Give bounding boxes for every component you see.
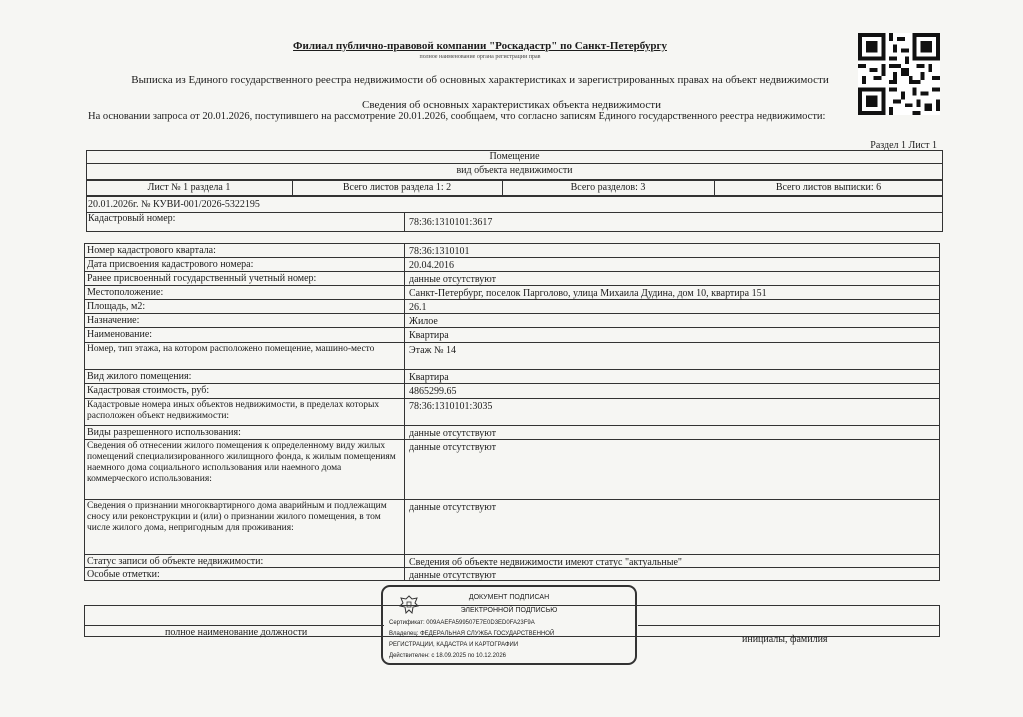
- stamp-certificate: Сертификат: 009AAEFA599507E7E0D3ED0FA23F9A: [389, 620, 535, 626]
- sheet-number: Лист № 1 раздела 1: [147, 182, 231, 193]
- row-label: Кадастровые номера иных объектов недвижимости, в пределах которых расположен объект недвижимости:: [87, 400, 380, 421]
- row-label: Виды разрешенного использования:: [87, 427, 241, 438]
- qr-code-icon: [858, 33, 940, 115]
- row-divider: [84, 257, 940, 258]
- row-divider: [84, 271, 940, 272]
- stamp-owner-2: РЕГИСТРАЦИИ, КАДАСТРА И КАРТОГРАФИИ: [389, 642, 519, 648]
- row-value: Санкт-Петербург, поселок Парголово, улица Михаила Дудина, дом 10, квартира 151: [409, 288, 767, 299]
- row-label: Дата присвоения кадастрового номера:: [87, 259, 254, 270]
- row-divider: [84, 554, 940, 555]
- e-signature-stamp: [381, 585, 637, 665]
- row-label: Номер, тип этажа, на котором расположено помещение, машино-место: [87, 344, 375, 354]
- object-type: Помещение: [489, 151, 540, 162]
- row-value: данные отсутствуют: [409, 274, 496, 285]
- row-label: Назначение:: [87, 315, 140, 326]
- object-type-caption: вид объекта недвижимости: [456, 165, 573, 176]
- row-divider: [84, 383, 940, 384]
- row-value: Сведения об объекте недвижимости имеют статус "актуальные": [409, 557, 682, 568]
- row-value: данные отсутствуют: [409, 502, 496, 513]
- row-divider: [84, 439, 940, 440]
- row-label: Особые отметки:: [87, 569, 160, 580]
- row-label: Наименование:: [87, 329, 153, 340]
- row-divider: [84, 369, 940, 370]
- row-value: 20.04.2016: [409, 260, 454, 271]
- name-caption: инициалы, фамилия: [742, 634, 828, 645]
- row-label: Ранее присвоенный государственный учетный номер:: [87, 273, 317, 284]
- row-value: 4865299.65: [409, 386, 457, 397]
- organization-caption: полное наименование органа регистрации прав: [419, 54, 541, 60]
- row-divider: [84, 313, 940, 314]
- row-divider: [84, 425, 940, 426]
- row-label: Сведения об отнесении жилого помещения к определенному виду жилых помещений специализированного жилищного фонда, к жилым помещениям наемного дома социального использования или наемного дома коммерческого использования:: [87, 441, 396, 484]
- sheets-in-section: Всего листов раздела 1: 2: [342, 182, 452, 193]
- row-value: данные отсутствуют: [409, 428, 496, 439]
- stamp-owner: Владелец: ФЕДЕРАЛЬНАЯ СЛУЖБА ГОСУДАРСТВЕННОЙ: [389, 631, 555, 637]
- row-divider: [84, 499, 940, 500]
- request-basis: На основании запроса от 20.01.2026, поступившего на рассмотрение 20.01.2026, сообщаем, что согласно записям Единого государственного реестра недвижимости:: [88, 111, 826, 122]
- row-value: 78:36:1310101:3035: [409, 401, 493, 412]
- row-divider: [84, 342, 940, 343]
- stamp-line-2: ЭЛЕКТРОННОЙ ПОДПИСЬЮ: [460, 607, 558, 614]
- row-label: Местоположение:: [87, 287, 164, 298]
- row-value: данные отсутствуют: [409, 442, 496, 453]
- row-value: 78:36:1310101: [409, 246, 470, 257]
- row-value: Этаж № 14: [409, 345, 456, 356]
- row-label: Номер кадастрового квартала:: [87, 245, 216, 256]
- position-caption: полное наименование должности: [165, 627, 308, 638]
- total-sections: Всего разделов: 3: [570, 182, 646, 193]
- document-number: 20.01.2026г. № КУВИ-001/2026-5322195: [88, 199, 260, 210]
- cadastral-number: 78:36:1310101:3617: [409, 217, 493, 228]
- row-divider: [84, 398, 940, 399]
- row-divider: [84, 285, 940, 286]
- section-sheet: Раздел 1 Лист 1: [870, 140, 937, 151]
- row-label: Статус записи об объекте недвижимости:: [87, 556, 264, 567]
- row-label: Сведения о признании многоквартирного дома аварийным и подлежащим сносу или реконструкции и (или) о признании жилого помещения, в том числе жилого дома, непригодным для проживания:: [87, 501, 387, 533]
- stamp-line-1: ДОКУМЕНТ ПОДПИСАН: [468, 594, 550, 601]
- row-label: Вид жилого помещения:: [87, 371, 192, 382]
- organization-name: Филиал публично-правовой компании "Роскадастр" по Санкт-Петербургу: [293, 40, 667, 52]
- row-value: Жилое: [409, 316, 438, 327]
- document-title: Выписка из Единого государственного реестра недвижимости об основных характеристиках и зарегистрированных правах на объект недвижимости: [131, 74, 829, 86]
- stamp-validity: Действителен: с 18.09.2025 по 10.12.2026: [389, 653, 506, 659]
- row-value: Квартира: [409, 372, 449, 383]
- row-divider: [84, 327, 940, 328]
- row-label: Кадастровая стоимость, руб:: [87, 385, 210, 396]
- row-label: Площадь, м2:: [87, 301, 146, 312]
- document-subtitle: Сведения об основных характеристиках объекта недвижимости: [362, 99, 661, 111]
- row-divider: [84, 567, 940, 568]
- row-value: данные отсутствуют: [409, 570, 496, 581]
- row-value: Квартира: [409, 330, 449, 341]
- row-divider: [84, 299, 940, 300]
- total-sheets: Всего листов выписки: 6: [775, 182, 882, 193]
- cadastral-label: Кадастровый номер:: [88, 213, 176, 224]
- row-value: 26.1: [409, 302, 427, 313]
